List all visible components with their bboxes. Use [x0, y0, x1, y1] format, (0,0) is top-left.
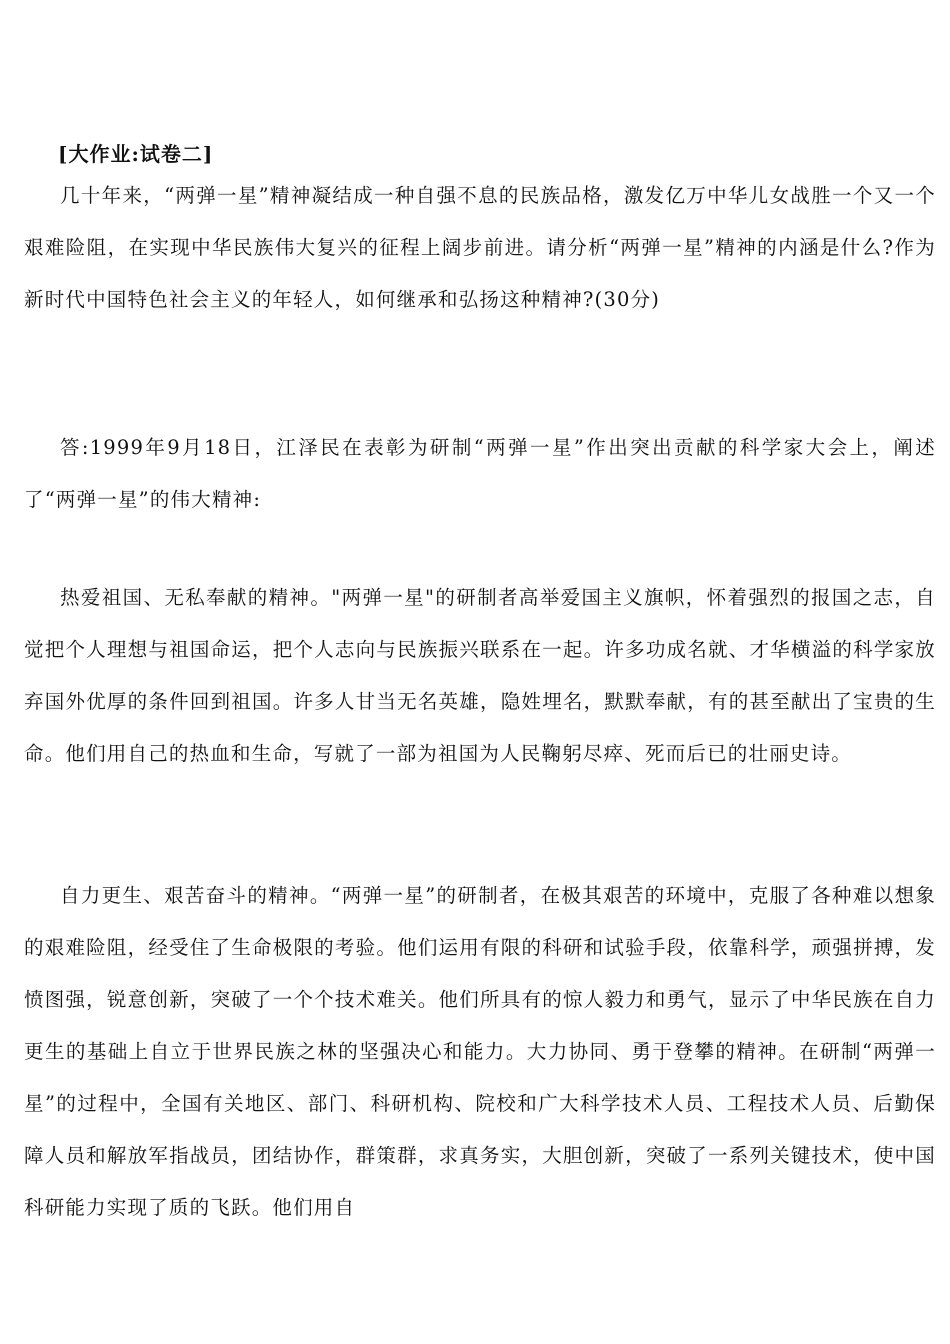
- answer-intro-paragraph: 答:1999年9月18日，江泽民在表彰为研制“两弹一星”作出突出贡献的科学家大会上，阐述了“两弹一星”的伟大精神:: [24, 436, 936, 511]
- question-paragraph: 几十年来，“两弹一星”精神凝结成一种自强不息的民族品格，激发亿万中华儿女战胜一个又一个艰难险阻，在实现中华民族伟大复兴的征程上阔步前进。请分析“两弹一星”精神的内涵是什么?作为新时代中国特色社会主义的年轻人，如何继承和弘扬这种精神?(30分): [24, 184, 936, 311]
- self-reliance-paragraph: 自力更生、艰苦奋斗的精神。“两弹一星”的研制者，在极其艰苦的环境中，克服了各种难以想象的艰难险阻，经受住了生命极限的考验。他们运用有限的科研和试验手段，依靠科学，顽强拼搏，发愤图强，锐意创新，突破了一个个技术难关。他们所具有的惊人毅力和勇气，显示了中华民族在自力更生的基础上自立于世界民族之林的坚强决心和能力。大力协同、勇于登攀的精神。在研制“两弹一星”的过程中，全国有关地区、部门、科研机构、院校和广大科学技术人员、工程技术人员、后勤保障人员和解放军指战员，团结协作，群策群，求真务实，大胆创新，突破了一系列关键技术，使中国科研能力实现了质的飞跃。他们用自: [24, 884, 936, 1219]
- document-title: [大作业:试卷二]: [58, 142, 214, 166]
- patriotism-paragraph: 热爱祖国、无私奉献的精神。"两弹一星"的研制者高举爱国主义旗帜，怀着强烈的报国之志，自觉把个人理想与祖国命运，把个人志向与民族振兴联系在一起。许多功成名就、才华横溢的科学家放弃国外优厚的条件回到祖国。许多人甘当无名英雄，隐姓埋名，默默奉献，有的甚至献出了宝贵的生命。他们用自己的热血和生命，写就了一部为祖国为人民鞠躬尽瘁、死而后已的壮丽史诗。: [24, 586, 936, 765]
